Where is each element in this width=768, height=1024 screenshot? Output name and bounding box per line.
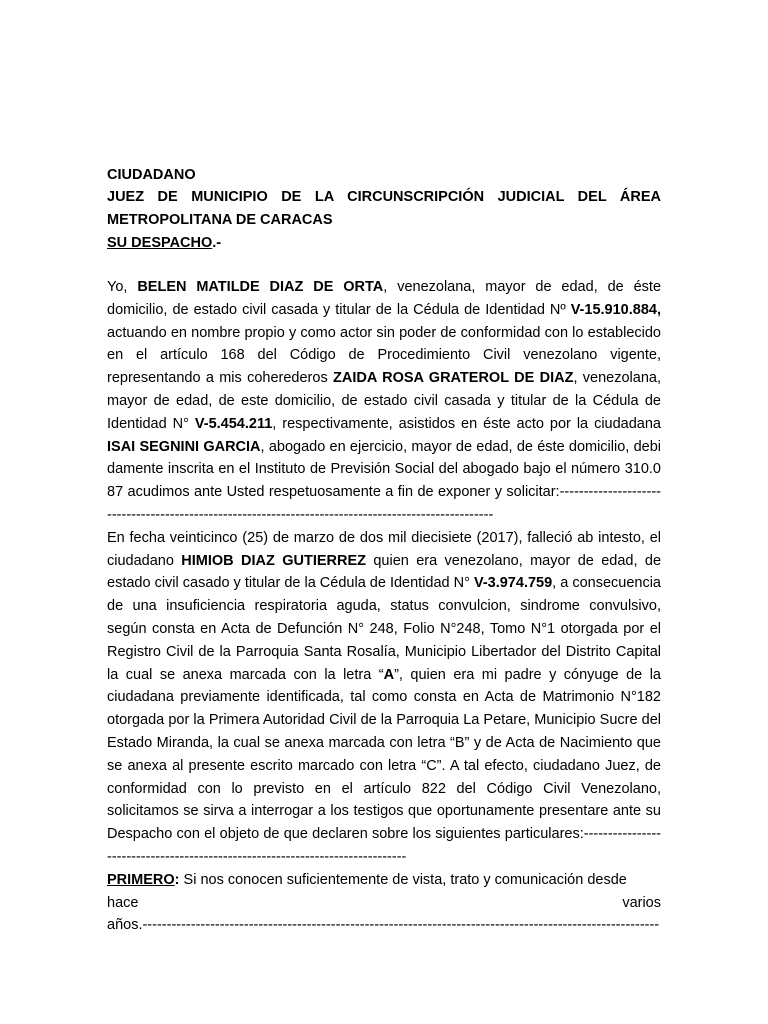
text-run: ”, quien era mi padre y cónyuge de la ciudadana previamente identificada, tal como consta en Acta de Matrimonio N°182 otorgada por la Primera Autoridad Civil de la Parroquia La Petare, Municipio Sucre del Estado Miranda, la cual se anexa marcada con letra “B” y de Acta de Nacimiento que se anexa al presente escrito marcado con letra “C”. A tal efecto, ciudadano Juez, de conformidad con lo previsto en el artículo 822 del Código Civil Venezolano, solicitamos se sirva a interrogar a los testigos que oportunamente presentare ante su Despacho con el objeto de que declaren sobre los siguientes particulares:------------------------------------------------------------------------------ bbox=[107, 666, 661, 865]
document-body bbox=[107, 276, 661, 937]
text-run: actuando en nombre propio y como actor sin poder de conformidad con lo establecido en el artículo 168 del Código de Procedimiento Civil venezolano vigente, representando a mis coherederos bbox=[107, 324, 661, 387]
coheir-id: V-5.454.211 bbox=[194, 415, 273, 432]
addressee-line: CIUDADANO bbox=[107, 167, 196, 183]
primero-colon: : bbox=[174, 871, 180, 888]
court-name: JUEZ DE MUNICIPIO DE LA CIRCUNSCRIPCIÓN JUDICIAL DEL ÁREA METROPOLITANA DE CARACAS bbox=[107, 189, 661, 228]
paragraph-introduction bbox=[107, 276, 661, 527]
text-run: quien era venezolano, mayor de edad, de estado civil casado y titular de la Cédula de Identidad N° bbox=[107, 552, 662, 592]
text-run: , abogado en ejercicio, mayor de edad, de éste domicilio, debidamente inscrita en el Instituto de Previsión Social del abogado bajo el número 310.087 acudimos ante Usted respetuosamente a fin de exponer y solicitar:----------------------------------------------------------------------------------------------------- bbox=[107, 438, 661, 523]
hace-varios-line bbox=[107, 892, 661, 915]
lawyer-name: ISAI SEGNINI GARCIA bbox=[107, 438, 261, 455]
deceased-id: V-3.974.759 bbox=[473, 575, 553, 592]
applicant-id: V-15.910.884, bbox=[570, 301, 661, 318]
text-run: varios bbox=[622, 894, 661, 911]
text-run: , a consecuencia de una insuficiencia respiratoria aguda, status convulcion, sindrome convulsivo, según consta en Acta de Defunción N° 248, Folio N°248, Tomo N°1 otorgada por el Registro Civil de la Parroquia Santa Rosalía, Municipio Libertador del Distrito Capital la cual se anexa marcada con la letra “ bbox=[107, 575, 661, 683]
text-run: hace bbox=[107, 894, 139, 911]
text-run: , venezolana, mayor de edad, de éste domicilio, de estado civil casada y titular de la Cédula de Identidad Nº bbox=[107, 279, 662, 318]
despacho-line bbox=[107, 232, 661, 255]
coheir-name: ZAIDA ROSA GRATEROL DE DIAZ bbox=[333, 370, 574, 387]
text-run: , venezolana, mayor de edad, de este domicilio, de estado civil casada y titular de la Cédula de Identidad N° bbox=[107, 370, 661, 432]
text-run: , respectivamente, asistidos en éste acto por la ciudadana bbox=[272, 415, 661, 432]
paragraph-facts bbox=[107, 527, 661, 869]
paragraph-primero bbox=[107, 869, 661, 892]
text-run: Si nos conocen suficientemente de vista, trato y comunicación desde bbox=[179, 871, 627, 888]
text-run: Yo, bbox=[107, 279, 138, 295]
anos-line: años.----------------------------------------------------------------------------------------------------------- bbox=[107, 917, 660, 934]
deceased-name: HIMIOB DIAZ GUTIERREZ bbox=[181, 552, 366, 569]
despacho-suffix: .- bbox=[212, 235, 222, 251]
despacho-label: SU DESPACHO bbox=[107, 235, 213, 251]
primero-label: PRIMERO bbox=[107, 871, 175, 888]
text-run: En fecha veinticinco (25) de marzo de dos mil diecisiete (2017), falleció ab intesto, el ciudadano bbox=[107, 529, 661, 569]
annex-letter: A bbox=[383, 666, 395, 683]
applicant-name: BELEN MATILDE DIAZ DE ORTA bbox=[137, 279, 384, 295]
